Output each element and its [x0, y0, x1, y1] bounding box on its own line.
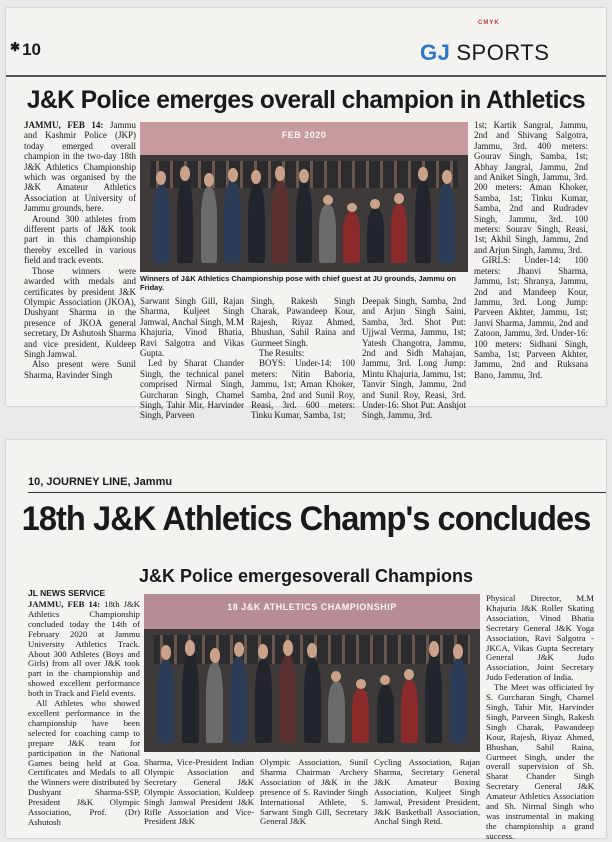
- article-column-5: [474, 120, 588, 402]
- section-header: [420, 40, 549, 66]
- article-paragraph: Those winners were awarded with medals and certificates by president J&K Olympic Association (JKOA), Dushyant Sharma in the presence of JKOA general secretary, Dr Ashutosh Sharma and vice president, Kuldeep Singh Jamwal.: [24, 265, 136, 359]
- photo-caption: Winners of J&K Athletics Championship pose with chief guest at JU grounds, Jammu on Friday.: [140, 274, 456, 292]
- article-paragraph: The Meet was officiated by S. Gurcharan Singh, Chamel Singh, Tahir Mir, Harvinder Singh, Parveen Singh, Rakesh Singh Charak, Pawandeep Kour, Rajesh, Riyaz Ahmed, Bhushan, Sahil Raina, Gurmeet Singh, under the overall supervision of Sh. Sharat Chander Singh Secretary General J&K Amateur Athletics Association and Sh. Nirmal Singh who was instrumental in making the championship a grand success.: [486, 682, 594, 841]
- headline: 18th J&K Athletics Champ's concludes: [21, 500, 591, 538]
- color-registration-mark: CMYK: [478, 20, 500, 26]
- article-paragraph: Sharma, Vice-President Indian Olympic Association and Secretary General J&K Olympic Association, Kuldeep Singh Jamwal President J&K Rifle Association and Vice-President J&K: [144, 757, 254, 827]
- clipping-daily-excelsior: [6, 8, 606, 421]
- article-paragraph: GIRLS: Under-14: 100 meters: Jhanvi Sharma, Jammu, 1st; Shranya, Jammu, 2nd and Mandeep Kour, Jammu, 3rd. Long Jump: Parveen Akhter, Jammu, 1st; Janvi Sharma, Jammu, 2nd and Zatoon, Jammu, 3rd. Under-16: 100 meters: Sidhani Singh, Samba, 1st; Parveen Akhter, Jammu, 2nd and Ruksana Bano, Jammu, 3rd.: [474, 255, 588, 380]
- article-column-4: [362, 296, 466, 421]
- article-paragraph: All Athletes who showed excellent performance in the championship have been selected for coaching camp to prepare J&K team for participation in the National Games being held at Goa. Certificates and Medals to all the Winners were distributed by Dushyant Sharma-SSP, President J&K Olympic Association, Prof. (Dr) Ashutosh: [28, 698, 140, 827]
- dateline-lead: JAMMU, FEB 14:: [24, 120, 104, 130]
- article-column-3: [251, 296, 355, 421]
- header-rule: [6, 75, 606, 77]
- group-photo: [140, 122, 468, 272]
- article-paragraph: JAMMU, FEB 14: Jammu and Kashmir Police (JKP) today emerged overall champion in the two-day 18th J&K Athletics Championship which was organised by the J&K Amateur Athletics Association at University of Jammu grounds, here.: [24, 120, 136, 214]
- section-name: SPORTS: [456, 40, 550, 65]
- article-column-3: [260, 758, 368, 836]
- clipping-journey-line: [6, 440, 606, 841]
- article-paragraph: Olympic Association, Sunil Sharma Chairman Archery Association of J&K in the presence of S. Ravinder Singh International Athlete, S. Sarwant Singh Gill, Secretary General J&K: [260, 757, 368, 827]
- headline: J&K Police emerges overall champion in Athletics: [26, 86, 586, 114]
- article-column-4: [374, 758, 480, 836]
- page-marker: ✱: [10, 40, 21, 54]
- article-column-1: [28, 600, 140, 836]
- article-paragraph: Deepak Singh, Samba, 2nd and Arjun Singh Saini, Samba, 3rd. Shot Put: Ujjwal Verma, Jammu, 1st; Yatesh Changotra, Jammu, 2nd and Sidh Mahajan, Jammu, 3rd. Long Jump: Mintu Khajuria, Jammu, 1st; Tanvir Singh, Jammu, 2nd and Sunil Roy, Reasi, 3rd. Under-16: Shot Put: Anshjot Singh, Jammu, 3rd.: [362, 296, 466, 421]
- section-brand: GJ: [420, 40, 451, 65]
- page-number: ✱ 10: [10, 40, 41, 59]
- article-paragraph: Also present were Sunil Sharma, Ravinder Singh: [24, 359, 136, 380]
- article-paragraph: BOYS: Under-14: 100 meters: Nitin Baboria, Jammu, 1st; Aman Khoker, Samba, 2nd and Sunil Roy, Reasi, 3rd. 600 meters: Tinku Kumar, Samba, 1st;: [251, 358, 355, 421]
- header-rule: [28, 492, 606, 493]
- article-paragraph: Around 300 athletes from different parts of J&K took part in this championship thereby excelled in various field and track events.: [24, 213, 136, 266]
- article-column-2: [140, 296, 244, 421]
- subheadline: J&K Police emergesoverall Champions: [138, 566, 474, 586]
- photo-front-row: [157, 656, 466, 743]
- photo-banner: 18 J&K ATHLETICS CHAMPIONSHIP: [144, 594, 480, 629]
- page-dateline: 10, JOURNEY LINE, Jammu: [28, 476, 173, 488]
- article-paragraph: Led by Sharat Chander Singh, the technical panel comprised Nirmal Singh, Gurcharan Singh, Chamel Singh, Tahir Mir, Harvinder Singh, Parveen: [140, 358, 244, 421]
- article-column-1: [24, 120, 136, 402]
- article-column-2: [144, 758, 254, 836]
- article-paragraph: The Results:: [259, 348, 305, 359]
- article-paragraph: Sarwant Singh Gill, Rajan Sharma, Kuljeet Singh Jamwal, Anchal Singh, M.M Khajuria, Vinod Bhatia, Ravi Salgotra and Vikas Gupta.: [140, 296, 244, 359]
- photo-banner: FEB 2020: [140, 122, 468, 155]
- group-photo: [144, 594, 480, 752]
- article-paragraph: Singh, Rakesh Singh Charak, Pawandeep Kour, Rajesh, Riyaz Ahmed, Bhushan, Sahil Raina and Gurmeet Singh.: [251, 296, 355, 348]
- article-paragraph: Physical Director, M.M Khajuria J&K Roller Skating Association, Vinod Bhatia Secretary General J&K Yoga Association, Ravi Salgotra - JKCA, Vikas Gupta Secretary General J&K Judo Association, Joint Secretary Judo Federation of India.: [486, 593, 594, 683]
- article-column-5: [486, 593, 594, 841]
- article-paragraph: 1st; Kartik Sangral, Jammu, 2nd and Shivang Salgotra, Jammu, 3rd. 400 meters: Gourav Singh, Samba, 1st; Abhay Jangral, Jammu, 2nd and Aniket Singh, Jammu, 3rd. 200 meters: Aman Khoker, Samba, 1st; Tinku Kumar, Samba, 2nd and Rudradev Singh, Jammu, 3rd. 100 meters: Sourav Singh, Reasi, 1st; Akhil Singh, Jammu, 2nd and Arjun Singh, Jammu, 3rd.: [474, 120, 588, 255]
- article-paragraph: JAMMU, FEB 14: 18th J&K Athletics Championship concluded today the 14th of February 2020 at Jammu University Athletics Track. About 300 Athletes (Boys and Girls) from all over J&K took part in the championship and showed excellent performance both in Track and Field events.: [28, 599, 140, 699]
- dateline-lead: JAMMU, FEB 14:: [28, 599, 101, 609]
- byline: JL NEWS SERVICE: [28, 588, 106, 598]
- photo-front-row: [153, 181, 455, 264]
- article-paragraph: Cycling Association, Rajan Sharma, Secretary General J&K Amateur Boxing Association, Kuljeet Singh Jamwal, President President, J&K Basketball Association, Anchal Singh Retd.: [374, 757, 480, 827]
